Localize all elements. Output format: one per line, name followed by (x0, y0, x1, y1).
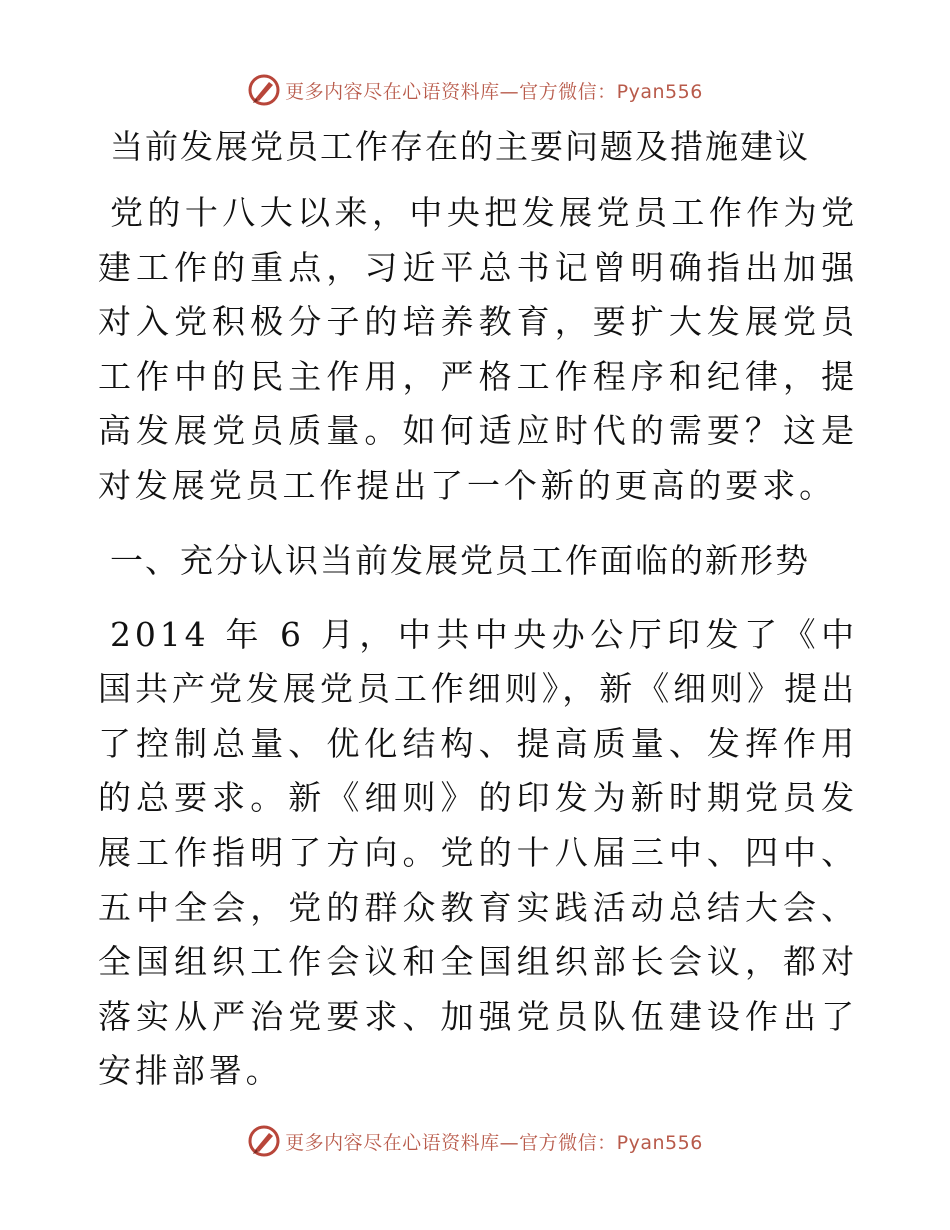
watermark-text: 更多内容尽在心语资料库—官方微信：Pyan556 (285, 1131, 703, 1154)
intro-paragraph: 党的十八大以来，中央把发展党员工作作为党建工作的重点，习近平总书记曾明确指出加强对入党积极分子的培养教育，要扩大发展党员工作中的民主作用，严格工作程序和纪律，提高发展党员质量。如何适应时代的需要？这是对发展党员工作提出了一个新的更高的要求。 (98, 193, 858, 505)
document-title: 当前发展党员工作存在的主要问题及措施建议 (110, 127, 810, 166)
section-heading: 一、充分认识当前发展党员工作面临的新形势 (110, 540, 810, 580)
watermark-banner-top (0, 70, 950, 110)
watermark-text: 更多内容尽在心语资料库—官方微信：Pyan556 (285, 80, 703, 103)
document-body (98, 120, 858, 1119)
pen-circle-logo-icon (247, 73, 281, 107)
watermark-banner-bottom (0, 1121, 950, 1161)
section-paragraph: 2014 年 6 月，中共中央办公厅印发了《中国共产党发展党员工作细则》，新《细则》提出了控制总量、优化结构、提高质量、发挥作用的总要求。新《细则》的印发为新时期党员发展工作指明了方向。党的十八届三中、四中、五中全会，党的群众教育实践活动总结大会、全国组织工作会议和全国组织部长会议，都对落实从严治党要求、加强党员队伍建设作出了安排部署。 (98, 614, 858, 1091)
pen-circle-logo-icon (247, 1124, 281, 1158)
